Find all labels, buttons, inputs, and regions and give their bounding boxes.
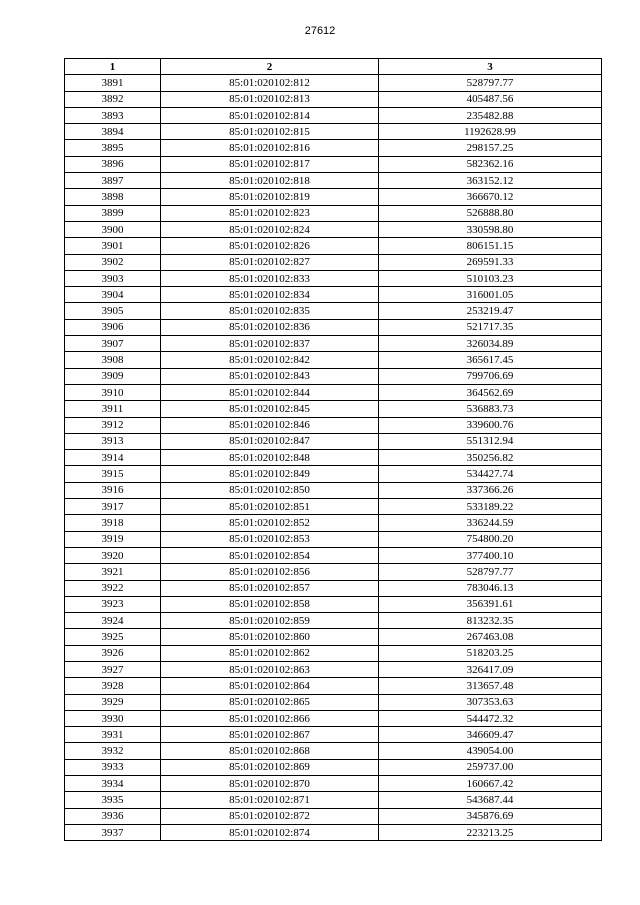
value-cell: 533189.22: [379, 499, 602, 515]
cadastral-number-cell: 85:01:020102:869: [161, 759, 379, 775]
value-cell: 543687.44: [379, 792, 602, 808]
cadastral-number-cell: 85:01:020102:857: [161, 580, 379, 596]
cadastral-number-cell: 85:01:020102:847: [161, 433, 379, 449]
table-row: [65, 531, 602, 547]
table-row: [65, 678, 602, 694]
cadastral-number-cell: 85:01:020102:812: [161, 75, 379, 91]
value-cell: 350256.82: [379, 450, 602, 466]
value-cell: 518203.25: [379, 645, 602, 661]
row-number-cell: 3891: [65, 75, 161, 91]
row-number-cell: 3925: [65, 629, 161, 645]
cadastral-number-cell: 85:01:020102:870: [161, 776, 379, 792]
row-number-cell: 3898: [65, 189, 161, 205]
cadastral-number-cell: 85:01:020102:872: [161, 808, 379, 824]
table-row: [65, 499, 602, 515]
row-number-cell: 3908: [65, 352, 161, 368]
row-number-cell: 3902: [65, 254, 161, 270]
row-number-cell: 3912: [65, 417, 161, 433]
value-cell: 160667.42: [379, 776, 602, 792]
cadastral-number-cell: 85:01:020102:851: [161, 499, 379, 515]
cadastral-number-cell: 85:01:020102:814: [161, 107, 379, 123]
row-number-cell: 3931: [65, 727, 161, 743]
table-row: [65, 270, 602, 286]
value-cell: 536883.73: [379, 401, 602, 417]
row-number-cell: 3905: [65, 303, 161, 319]
cadastral-number-cell: 85:01:020102:844: [161, 384, 379, 400]
table-row: [65, 759, 602, 775]
value-cell: 534427.74: [379, 466, 602, 482]
cadastral-number-cell: 85:01:020102:837: [161, 336, 379, 352]
cadastral-number-cell: 85:01:020102:858: [161, 596, 379, 612]
cadastral-number-cell: 85:01:020102:868: [161, 743, 379, 759]
row-number-cell: 3894: [65, 124, 161, 140]
row-number-cell: 3926: [65, 645, 161, 661]
cadastral-number-cell: 85:01:020102:862: [161, 645, 379, 661]
value-cell: 813232.35: [379, 613, 602, 629]
table-row: [65, 433, 602, 449]
value-cell: 528797.77: [379, 564, 602, 580]
value-cell: 253219.47: [379, 303, 602, 319]
column-header-1: 1: [65, 59, 161, 75]
cadastral-number-cell: 85:01:020102:827: [161, 254, 379, 270]
table-row: [65, 661, 602, 677]
cadastral-number-cell: 85:01:020102:824: [161, 221, 379, 237]
value-cell: 526888.80: [379, 205, 602, 221]
cadastral-number-cell: 85:01:020102:856: [161, 564, 379, 580]
row-number-cell: 3928: [65, 678, 161, 694]
table-row: [65, 547, 602, 563]
table-row: [65, 319, 602, 335]
cadastral-number-cell: 85:01:020102:835: [161, 303, 379, 319]
table-header-row: [65, 59, 602, 75]
row-number-cell: 3901: [65, 238, 161, 254]
row-number-cell: 3913: [65, 433, 161, 449]
value-cell: 339600.76: [379, 417, 602, 433]
cadastral-number-cell: 85:01:020102:854: [161, 547, 379, 563]
table-row: [65, 808, 602, 824]
table-row: [65, 792, 602, 808]
row-number-cell: 3911: [65, 401, 161, 417]
value-cell: 754800.20: [379, 531, 602, 547]
table-row: [65, 694, 602, 710]
table-row: [65, 156, 602, 172]
value-cell: 365617.45: [379, 352, 602, 368]
cadastral-number-cell: 85:01:020102:853: [161, 531, 379, 547]
table-row: [65, 173, 602, 189]
value-cell: 223213.25: [379, 824, 602, 840]
table-row: [65, 613, 602, 629]
row-number-cell: 3918: [65, 515, 161, 531]
table-row: [65, 303, 602, 319]
table-row: [65, 140, 602, 156]
row-number-cell: 3900: [65, 221, 161, 237]
value-cell: 366670.12: [379, 189, 602, 205]
value-cell: 330598.80: [379, 221, 602, 237]
table-row: [65, 564, 602, 580]
value-cell: 326034.89: [379, 336, 602, 352]
value-cell: 313657.48: [379, 678, 602, 694]
table-row: [65, 710, 602, 726]
row-number-cell: 3930: [65, 710, 161, 726]
value-cell: 363152.12: [379, 173, 602, 189]
row-number-cell: 3936: [65, 808, 161, 824]
row-number-cell: 3935: [65, 792, 161, 808]
value-cell: 806151.15: [379, 238, 602, 254]
row-number-cell: 3907: [65, 336, 161, 352]
cadastral-number-cell: 85:01:020102:817: [161, 156, 379, 172]
row-number-cell: 3922: [65, 580, 161, 596]
table-row: [65, 450, 602, 466]
table-row: [65, 238, 602, 254]
cadastral-number-cell: 85:01:020102:818: [161, 173, 379, 189]
value-cell: 439054.00: [379, 743, 602, 759]
value-cell: 337366.26: [379, 482, 602, 498]
data-table: [64, 58, 602, 841]
value-cell: 345876.69: [379, 808, 602, 824]
cadastral-number-cell: 85:01:020102:852: [161, 515, 379, 531]
cadastral-number-cell: 85:01:020102:846: [161, 417, 379, 433]
row-number-cell: 3920: [65, 547, 161, 563]
row-number-cell: 3896: [65, 156, 161, 172]
row-number-cell: 3915: [65, 466, 161, 482]
table-row: [65, 91, 602, 107]
row-number-cell: 3895: [65, 140, 161, 156]
value-cell: 377400.10: [379, 547, 602, 563]
cadastral-number-cell: 85:01:020102:867: [161, 727, 379, 743]
table-row: [65, 417, 602, 433]
value-cell: 267463.08: [379, 629, 602, 645]
cadastral-number-cell: 85:01:020102:836: [161, 319, 379, 335]
row-number-cell: 3914: [65, 450, 161, 466]
cadastral-number-cell: 85:01:020102:843: [161, 368, 379, 384]
value-cell: 298157.25: [379, 140, 602, 156]
row-number-cell: 3932: [65, 743, 161, 759]
table-row: [65, 189, 602, 205]
value-cell: 528797.77: [379, 75, 602, 91]
cadastral-number-cell: 85:01:020102:813: [161, 91, 379, 107]
table-row: [65, 254, 602, 270]
table-row: [65, 482, 602, 498]
cadastral-number-cell: 85:01:020102:834: [161, 287, 379, 303]
cadastral-number-cell: 85:01:020102:815: [161, 124, 379, 140]
row-number-cell: 3897: [65, 173, 161, 189]
cadastral-number-cell: 85:01:020102:842: [161, 352, 379, 368]
table-row: [65, 287, 602, 303]
row-number-cell: 3916: [65, 482, 161, 498]
value-cell: 510103.23: [379, 270, 602, 286]
row-number-cell: 3919: [65, 531, 161, 547]
row-number-cell: 3933: [65, 759, 161, 775]
value-cell: 336244.59: [379, 515, 602, 531]
cadastral-number-cell: 85:01:020102:874: [161, 824, 379, 840]
table-row: [65, 743, 602, 759]
row-number-cell: 3909: [65, 368, 161, 384]
table-row: [65, 352, 602, 368]
table-row: [65, 75, 602, 91]
row-number-cell: 3892: [65, 91, 161, 107]
row-number-cell: 3903: [65, 270, 161, 286]
table-row: [65, 401, 602, 417]
row-number-cell: 3927: [65, 661, 161, 677]
cadastral-number-cell: 85:01:020102:849: [161, 466, 379, 482]
value-cell: 551312.94: [379, 433, 602, 449]
table-row: [65, 466, 602, 482]
value-cell: 364562.69: [379, 384, 602, 400]
table-row: [65, 645, 602, 661]
row-number-cell: 3904: [65, 287, 161, 303]
value-cell: 269591.33: [379, 254, 602, 270]
cadastral-number-cell: 85:01:020102:871: [161, 792, 379, 808]
row-number-cell: 3917: [65, 499, 161, 515]
row-number-cell: 3934: [65, 776, 161, 792]
value-cell: 326417.09: [379, 661, 602, 677]
table-row: [65, 205, 602, 221]
table-row: [65, 727, 602, 743]
value-cell: 521717.35: [379, 319, 602, 335]
value-cell: 582362.16: [379, 156, 602, 172]
cadastral-number-cell: 85:01:020102:865: [161, 694, 379, 710]
column-header-3: 3: [379, 59, 602, 75]
table-row: [65, 629, 602, 645]
row-number-cell: 3899: [65, 205, 161, 221]
row-number-cell: 3924: [65, 613, 161, 629]
value-cell: 544472.32: [379, 710, 602, 726]
table-row: [65, 384, 602, 400]
table-row: [65, 776, 602, 792]
table-row: [65, 221, 602, 237]
value-cell: 307353.63: [379, 694, 602, 710]
table-row: [65, 580, 602, 596]
value-cell: 799706.69: [379, 368, 602, 384]
value-cell: 356391.61: [379, 596, 602, 612]
table-row: [65, 107, 602, 123]
table-row: [65, 515, 602, 531]
cadastral-number-cell: 85:01:020102:860: [161, 629, 379, 645]
value-cell: 259737.00: [379, 759, 602, 775]
value-cell: 235482.88: [379, 107, 602, 123]
cadastral-number-cell: 85:01:020102:848: [161, 450, 379, 466]
cadastral-number-cell: 85:01:020102:859: [161, 613, 379, 629]
table-body: [65, 75, 602, 841]
row-number-cell: 3906: [65, 319, 161, 335]
row-number-cell: 3937: [65, 824, 161, 840]
table-row: [65, 596, 602, 612]
row-number-cell: 3929: [65, 694, 161, 710]
value-cell: 316001.05: [379, 287, 602, 303]
table-row: [65, 336, 602, 352]
value-cell: 783046.13: [379, 580, 602, 596]
row-number-cell: 3893: [65, 107, 161, 123]
cadastral-number-cell: 85:01:020102:850: [161, 482, 379, 498]
cadastral-number-cell: 85:01:020102:864: [161, 678, 379, 694]
cadastral-number-cell: 85:01:020102:823: [161, 205, 379, 221]
row-number-cell: 3923: [65, 596, 161, 612]
column-header-2: 2: [161, 59, 379, 75]
cadastral-number-cell: 85:01:020102:845: [161, 401, 379, 417]
table-row: [65, 124, 602, 140]
cadastral-number-cell: 85:01:020102:816: [161, 140, 379, 156]
cadastral-number-cell: 85:01:020102:819: [161, 189, 379, 205]
value-cell: 346609.47: [379, 727, 602, 743]
row-number-cell: 3910: [65, 384, 161, 400]
table-row: [65, 824, 602, 840]
table-row: [65, 368, 602, 384]
cadastral-number-cell: 85:01:020102:833: [161, 270, 379, 286]
cadastral-number-cell: 85:01:020102:866: [161, 710, 379, 726]
page-number: 27612: [304, 25, 336, 37]
value-cell: 405487.56: [379, 91, 602, 107]
cadastral-number-cell: 85:01:020102:863: [161, 661, 379, 677]
row-number-cell: 3921: [65, 564, 161, 580]
cadastral-number-cell: 85:01:020102:826: [161, 238, 379, 254]
value-cell: 1192628.99: [379, 124, 602, 140]
